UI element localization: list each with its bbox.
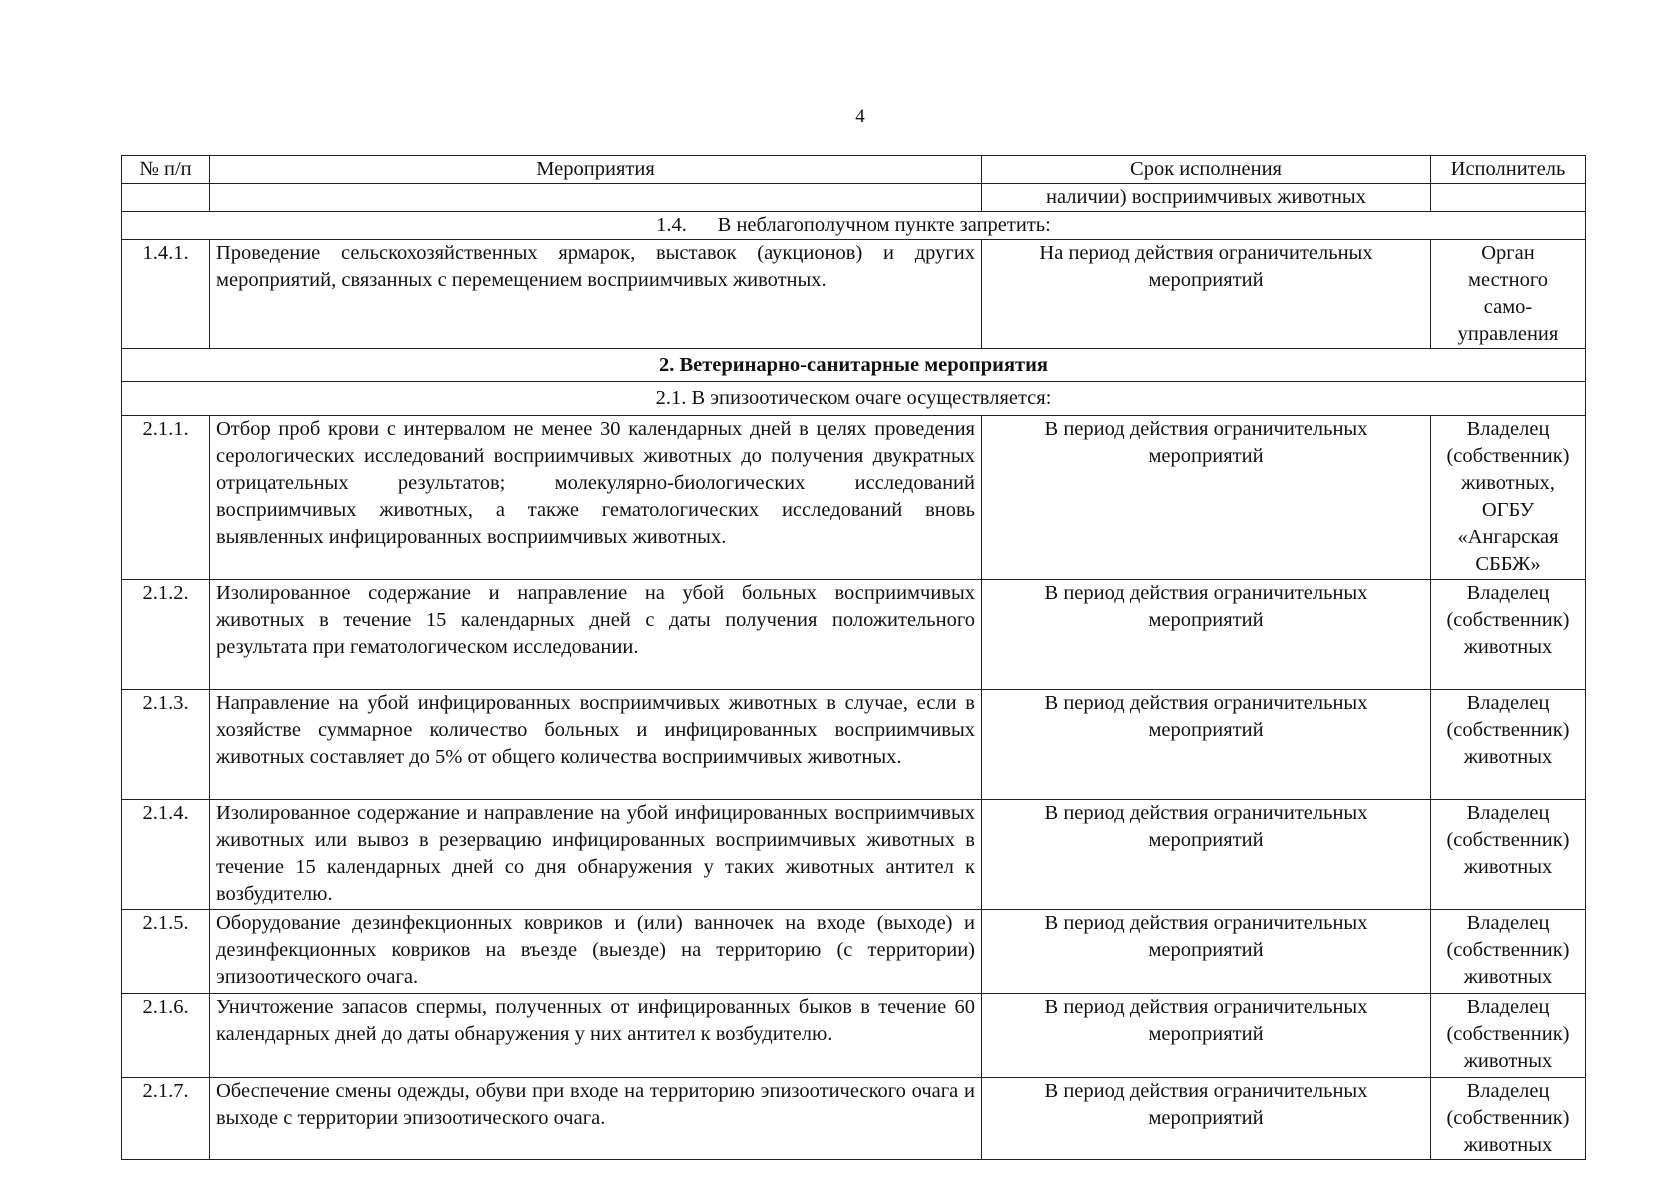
executor-line: (собственник) — [1446, 609, 1570, 631]
executor-line: (собственник) — [1446, 939, 1570, 961]
subsection-2-1-row — [122, 382, 1586, 416]
row-term — [982, 580, 1431, 690]
executor-line: Владелец — [1466, 692, 1550, 714]
executor-line: само- — [1483, 296, 1533, 318]
term-line: мероприятий — [1148, 1023, 1264, 1045]
executor-line: «Ангарская — [1457, 526, 1559, 548]
table-row-2-1-4 — [122, 800, 1586, 910]
table-row-2-1-2 — [122, 580, 1586, 690]
executor-line: (собственник) — [1446, 1023, 1570, 1045]
executor-line: животных, — [1461, 472, 1555, 494]
row-term — [982, 800, 1431, 910]
term-line: мероприятий — [1148, 609, 1264, 631]
term-line: В период действия ограничительных — [1044, 692, 1368, 714]
row-number: 2.1.6. — [122, 994, 210, 1078]
subsection-2-1-title: 2.1. В эпизоотическом очаге осуществляется: — [122, 382, 1586, 416]
term-line: мероприятий — [1148, 939, 1264, 961]
executor-line: (собственник) — [1446, 445, 1570, 467]
executor-line: животных — [1463, 856, 1553, 878]
row-executor — [1431, 690, 1586, 800]
row-term — [982, 690, 1431, 800]
header-executor: Исполнитель — [1431, 156, 1586, 184]
row-executor — [1431, 416, 1586, 580]
executor-line: Орган — [1481, 242, 1535, 264]
row-term — [982, 910, 1431, 994]
row-activity: Проведение сельскохозяйственных ярмарок, выставок (аукционов) и других мероприятий, связанных с перемещением восприимчивых животных. — [210, 240, 982, 349]
executor-line: Владелец — [1466, 996, 1550, 1018]
term-line: В период действия ограничительных — [1044, 582, 1368, 604]
table-row-1-4-1 — [122, 240, 1586, 349]
row-activity: Уничтожение запасов спермы, полученных от инфицированных быков в течение 60 календарных дней до даты обнаружения у них антител к возбудителю. — [210, 994, 982, 1078]
executor-line: животных — [1463, 1050, 1553, 1072]
executor-line: СББЖ» — [1475, 553, 1541, 575]
continuation-row — [122, 184, 1586, 212]
executor-line: (собственник) — [1446, 829, 1570, 851]
executor-line: Владелец — [1466, 802, 1550, 824]
table-row-2-1-6 — [122, 994, 1586, 1078]
row-activity: Оборудование дезинфекционных ковриков и (или) ванночек на входе (выходе) и дезинфекционных ковриков на въезде (выезде) на территорию (с территории) эпизоотического очага. — [210, 910, 982, 994]
executor-line: местного — [1467, 269, 1548, 291]
term-line: В период действия ограничительных — [1044, 418, 1368, 440]
executor-line: ОГБУ — [1481, 499, 1535, 521]
executor-line: животных — [1463, 1134, 1553, 1156]
executor-line: Владелец — [1466, 582, 1550, 604]
row-number: 2.1.7. — [122, 1078, 210, 1160]
measures-table — [121, 155, 1586, 1160]
executor-line: Владелец — [1466, 912, 1550, 934]
executor-line: Владелец — [1466, 418, 1550, 440]
term-line: В период действия ограничительных — [1044, 912, 1368, 934]
row-executor — [1431, 910, 1586, 994]
row-activity: Отбор проб крови с интервалом не менее 30 календарных дней в целях проведения серологических исследований восприимчивых животных до получения двукратных отрицательных результатов; молекулярно-биологических исследований восприимчивых животных, а также гематологических исследований вновь выявленных инфицированных восприимчивых животных. — [210, 416, 982, 580]
executor-line: Владелец — [1466, 1080, 1550, 1102]
row-number: 2.1.5. — [122, 910, 210, 994]
term-line: В период действия ограничительных — [1044, 802, 1368, 824]
page-number: 4 — [855, 106, 865, 127]
row-executor — [1431, 994, 1586, 1078]
continuation-term: наличии) восприимчивых животных — [982, 184, 1431, 212]
executor-line: управления — [1457, 323, 1559, 345]
row-number: 2.1.2. — [122, 580, 210, 690]
header-activity: Мероприятия — [210, 156, 982, 184]
row-term — [982, 994, 1431, 1078]
row-number: 1.4.1. — [122, 240, 210, 349]
term-line: мероприятий — [1148, 445, 1264, 467]
subsection-1-4-row — [122, 212, 1586, 240]
section-2-row — [122, 349, 1586, 382]
term-line: В период действия ограничительных — [1044, 996, 1368, 1018]
row-number: 2.1.1. — [122, 416, 210, 580]
row-executor — [1431, 1078, 1586, 1160]
row-activity: Изолированное содержание и направление на убой больных восприимчивых животных в течение 15 календарных дней с даты получения положительного результата при гематологическом исследовании. — [210, 580, 982, 690]
row-activity: Изолированное содержание и направление на убой инфицированных восприимчивых животных или вывоз в резервацию инфицированных восприимчивых животных в течение 15 календарных дней со дня обнаружения у таких животных антител к возбудителю. — [210, 800, 982, 910]
term-line: В период действия ограничительных — [1044, 1080, 1368, 1102]
table-row-2-1-7 — [122, 1078, 1586, 1160]
row-number: 2.1.3. — [122, 690, 210, 800]
row-executor — [1431, 800, 1586, 910]
continuation-executor-cell — [1431, 184, 1586, 212]
section-2-title: 2. Ветеринарно-санитарные мероприятия — [122, 349, 1586, 382]
row-activity: Направление на убой инфицированных восприимчивых животных в случае, если в хозяйстве суммарное количество больных и инфицированных восприимчивых животных составляет до 5% от общего количества восприимчивых животных. — [210, 690, 982, 800]
table-header-row — [122, 156, 1586, 184]
row-term — [982, 1078, 1431, 1160]
executor-line: (собственник) — [1446, 719, 1570, 741]
executor-line: животных — [1463, 966, 1553, 988]
term-line: На период действия ограничительных — [1039, 242, 1373, 264]
term-line: мероприятий — [1148, 719, 1264, 741]
table-row-2-1-5 — [122, 910, 1586, 994]
executor-line: (собственник) — [1446, 1107, 1570, 1129]
row-number: 2.1.4. — [122, 800, 210, 910]
executor-line: животных — [1463, 636, 1553, 658]
header-num: № п/п — [122, 156, 210, 184]
table-row-2-1-1 — [122, 416, 1586, 580]
row-term — [982, 240, 1431, 349]
header-term: Срок исполнения — [982, 156, 1431, 184]
row-activity: Обеспечение смены одежды, обуви при входе на территорию эпизоотического очага и выходе с территории эпизоотического очага. — [210, 1078, 982, 1160]
row-executor — [1431, 240, 1586, 349]
subsection-1-4-title: 1.4. В неблагополучном пункте запретить: — [122, 212, 1586, 240]
term-line: мероприятий — [1148, 269, 1264, 291]
row-executor — [1431, 580, 1586, 690]
term-line: мероприятий — [1148, 1107, 1264, 1129]
executor-line: животных — [1463, 746, 1553, 768]
term-line: мероприятий — [1148, 829, 1264, 851]
row-term — [982, 416, 1431, 580]
continuation-activity-cell — [210, 184, 982, 212]
table-row-2-1-3 — [122, 690, 1586, 800]
continuation-num-cell — [122, 184, 210, 212]
